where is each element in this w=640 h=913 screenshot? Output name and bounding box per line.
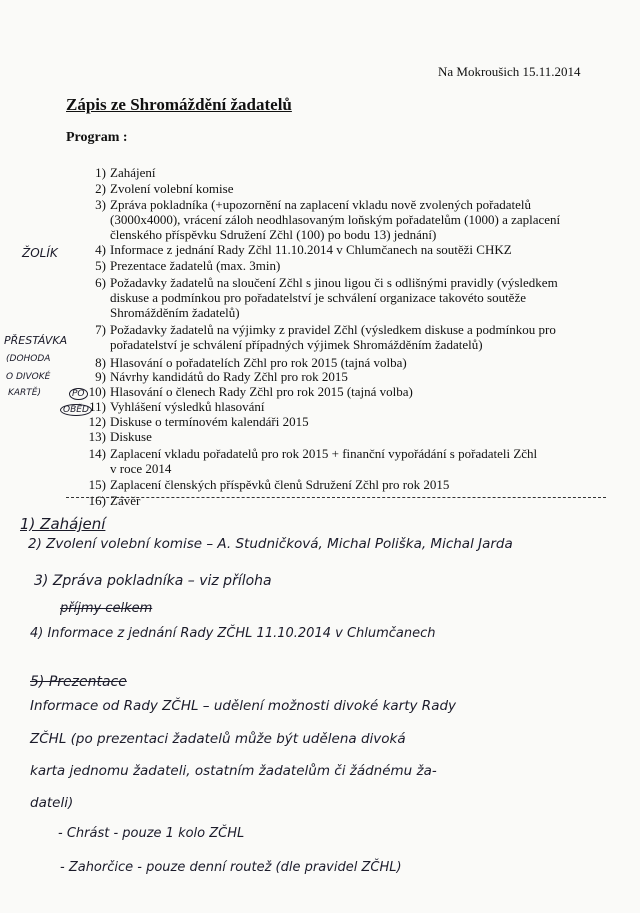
agenda-item-text: Závěr <box>110 493 141 508</box>
agenda-item-number: 1) <box>95 165 106 180</box>
place-date: Na Mokroušich 15.11.2014 <box>438 64 581 79</box>
margin-note-po: PO <box>69 388 88 400</box>
hand-line-5: 5) Prezentace <box>30 674 127 690</box>
agenda-item-number: 2) <box>95 181 106 196</box>
hand-line-3b: příjmy celkem <box>60 601 153 616</box>
agenda-item-number: 7) <box>95 322 106 337</box>
agenda-item-text: Shromážděním žadatelů) <box>110 305 240 320</box>
agenda-item-number: 15) <box>88 477 106 492</box>
agenda-item-number: 9) <box>95 369 106 384</box>
hand-line-7: ZČHL (po prezentaci žadatelů může být udělena divoká <box>30 731 406 747</box>
agenda-item-number: 3) <box>95 197 106 212</box>
agenda-item-text: Prezentace žadatelů (max. 3min) <box>110 258 281 273</box>
agenda-item-number: 8) <box>95 355 106 370</box>
margin-note-obed: OBĚD <box>60 404 92 416</box>
divider <box>66 497 606 498</box>
agenda-item-text: Zaplacení vkladu pořadatelů pro rok 2015 + finanční vypořádání s pořadateli Zčhl <box>110 446 538 461</box>
margin-note-dohoda-3: KARTĚ) <box>8 388 42 398</box>
agenda-item-text: diskuse a podmínkou pro pořadatelství je schválení organizace takovéto soutěže <box>110 290 526 305</box>
agenda-item-number: 11) <box>89 399 106 414</box>
hand-line-4: 4) Informace z jednání Rady ZČHL 11.10.2014 v Chlumčanech <box>30 626 436 641</box>
hand-line-1: 1) Zahájení <box>20 515 106 533</box>
margin-note-dohoda-1: (DOHODA <box>6 354 51 364</box>
hand-line-11: - Zahorčice - pouze denní routež (dle pravidel ZČHL) <box>60 860 402 875</box>
agenda-item-number: 16) <box>88 493 106 508</box>
margin-note-zolik: ŽOLÍK <box>22 246 58 260</box>
agenda-item-text: Návrhy kandidátů do Rady Zčhl pro rok 2015 <box>110 369 348 384</box>
agenda-item-text: členského příspěvku Sdružení Zčhl (100) po bodu 13) jednání) <box>110 227 437 242</box>
agenda-item-text: Zpráva pokladníka (+upozornění na zaplacení vkladu nově zvolených pořadatelů <box>110 197 531 212</box>
agenda-item-text: Zvolení volební komise <box>110 181 234 196</box>
hand-line-8: karta jednomu žadateli, ostatním žadatelům či žádnému ža- <box>30 763 437 779</box>
hand-line-2: 2) Zvolení volební komise – A. Studničková, Michal Poliška, Michal Jarda <box>28 536 513 552</box>
agenda-item-text: Požadavky žadatelů na sloučení Zčhl s jinou ligou či s odlišnými pravidly (výsledkem <box>110 275 558 290</box>
agenda-item-number: 5) <box>95 258 106 273</box>
agenda-item-text: Zaplacení členských příspěvků členů Sdružení Zčhl pro rok 2015 <box>110 477 450 492</box>
program-label: Program : <box>66 130 128 145</box>
margin-note-dohoda-2: O DIVOKÉ <box>6 372 51 382</box>
agenda-item-number: 12) <box>88 414 106 429</box>
agenda-item-text: Vyhlášení výsledků hlasování <box>110 399 265 414</box>
agenda-item-number: 6) <box>95 275 106 290</box>
agenda-item-number: 4) <box>95 242 106 257</box>
margin-note-prestavka: PŘESTÁVKA <box>4 334 68 347</box>
agenda-item-text: (3000x4000), vrácení záloh neodhlasovaným loňským pořadatelům (1000) a zaplacení <box>110 212 561 227</box>
agenda-item-text: Diskuse o termínovém kalendáři 2015 <box>110 414 309 429</box>
agenda-item-number: 10) <box>88 384 106 399</box>
hand-line-9: dateli) <box>30 795 74 811</box>
agenda-item-number: 13) <box>88 429 106 444</box>
agenda-item-text: Zahájení <box>110 165 156 180</box>
hand-line-6: Informace od Rady ZČHL – udělení možnosti divoké karty Rady <box>30 698 457 714</box>
agenda-item-text: Informace z jednání Rady Zčhl 11.10.2014 v Chlumčanech na soutěži CHKZ <box>110 242 512 257</box>
agenda-item-text: Hlasování o pořadatelích Zčhl pro rok 2015 (tajná volba) <box>110 355 407 370</box>
agenda-item-text: Požadavky žadatelů na výjimky z pravidel Zčhl (výsledkem diskuse a podmínkou pro <box>110 322 556 337</box>
hand-line-3: 3) Zpráva pokladníka – viz příloha <box>34 573 272 589</box>
agenda-item-text: Diskuse <box>110 429 152 444</box>
agenda-item-text: pořadatelství je schválení případných výjimek Shromážděním žadatelů) <box>110 337 483 352</box>
page-title: Zápis ze Shromáždění žadatelů <box>66 95 292 114</box>
hand-line-10: - Chrást - pouze 1 kolo ZČHL <box>58 826 245 841</box>
agenda-item-text: Hlasování o členech Rady Zčhl pro rok 2015 (tajná volba) <box>110 384 413 399</box>
agenda-item-text: v roce 2014 <box>110 461 172 476</box>
agenda-item-number: 14) <box>88 446 106 461</box>
